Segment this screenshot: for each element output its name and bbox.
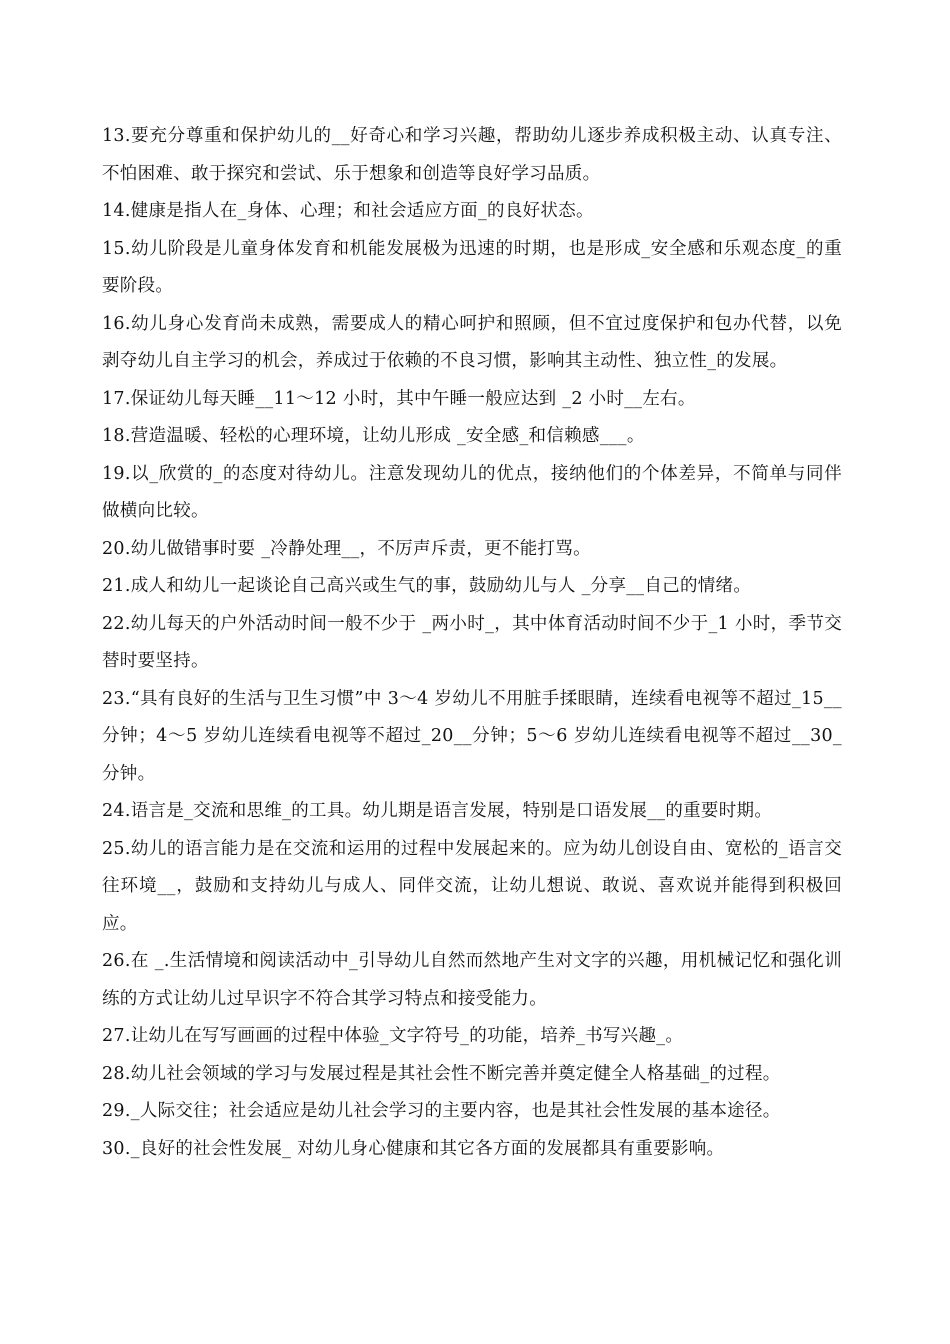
list-item: 29._人际交往；社会适应是幼儿社会学习的主要内容，也是其社会性发展的基本途径。 bbox=[102, 1101, 781, 1121]
list-item: 19.以_欣赏的_的态度对待幼儿。注意发现幼儿的优点，接纳他们的个体差异，不简单与同伴做横向比较。 bbox=[102, 463, 842, 521]
list-item: 23.“具有良好的生活与卫生习惯”中 3～4 岁幼儿不用脏手揉眼睛，连续看电视等不超过_15__分钟；4～5 岁幼儿连续看电视等不超过_20__分钟；5～6 岁幼儿连续看电视等不超过__30_分钟。 bbox=[102, 688, 842, 784]
list-item: 17.保证幼儿每天睡__11～12 小时，其中午睡一般应达到 _2 小时__左右。 bbox=[102, 388, 696, 409]
list-item: 22.幼儿每天的户外活动时间一般不少于 _两小时_，其中体育活动时间不少于_1 小时，季节交替时要坚持。 bbox=[102, 613, 842, 671]
list-item: 26.在 _.生活情境和阅读活动中_引导幼儿自然而然地产生对文字的兴趣，用机械记忆和强化训练的方式让幼儿过早识字不符合其学习特点和接受能力。 bbox=[102, 951, 842, 1009]
list-item: 18.营造温暖、轻松的心理环境，让幼儿形成 _安全感_和信赖感___。 bbox=[102, 426, 645, 446]
list-item: 24.语言是_交流和思维_的工具。幼儿期是语言发展，特别是口语发展__的重要时期。 bbox=[102, 801, 773, 821]
list-item: 13.要充分尊重和保护幼儿的__好奇心和学习兴趣，帮助幼儿逐步养成积极主动、认真专注、不怕困难、敢于探究和尝试、乐于想象和创造等良好学习品质。 bbox=[102, 126, 842, 184]
list-item: 30._良好的社会性发展_ 对幼儿身心健康和其它各方面的发展都具有重要影响。 bbox=[102, 1138, 725, 1159]
list-item: 21.成人和幼儿一起谈论自己高兴或生气的事，鼓励幼儿与人 _分享__自己的情绪。 bbox=[102, 576, 752, 596]
list-item: 14.健康是指人在_身体、心理；和社会适应方面_的良好状态。 bbox=[102, 201, 594, 221]
question-list bbox=[102, 118, 842, 1168]
list-item: 20.幼儿做错事时要 _冷静处理__，不厉声斥责，更不能打骂。 bbox=[102, 538, 591, 559]
list-item: 16.幼儿身心发育尚未成熟，需要成人的精心呵护和照顾，但不宜过度保护和包办代替，以免剥夺幼儿自主学习的机会，养成过于依赖的不良习惯，影响其主动性、独立性_的发展。 bbox=[102, 313, 842, 371]
list-item: 25.幼儿的语言能力是在交流和运用的过程中发展起来的。应为幼儿创设自由、宽松的_语言交往环境__，鼓励和支持幼儿与成人、同伴交流，让幼儿想说、敢说、喜欢说并能得到积极回应。 bbox=[102, 838, 842, 934]
list-item: 28.幼儿社会领域的学习与发展过程是其社会性不断完善并奠定健全人格基础_的过程。 bbox=[102, 1063, 781, 1084]
list-item: 15.幼儿阶段是儿童身体发育和机能发展极为迅速的时期，也是形成_安全感和乐观态度_的重要阶段。 bbox=[102, 238, 842, 296]
list-item: 27.让幼儿在写写画画的过程中体验_文字符号_的功能，培养_书写兴趣_。 bbox=[102, 1026, 684, 1046]
